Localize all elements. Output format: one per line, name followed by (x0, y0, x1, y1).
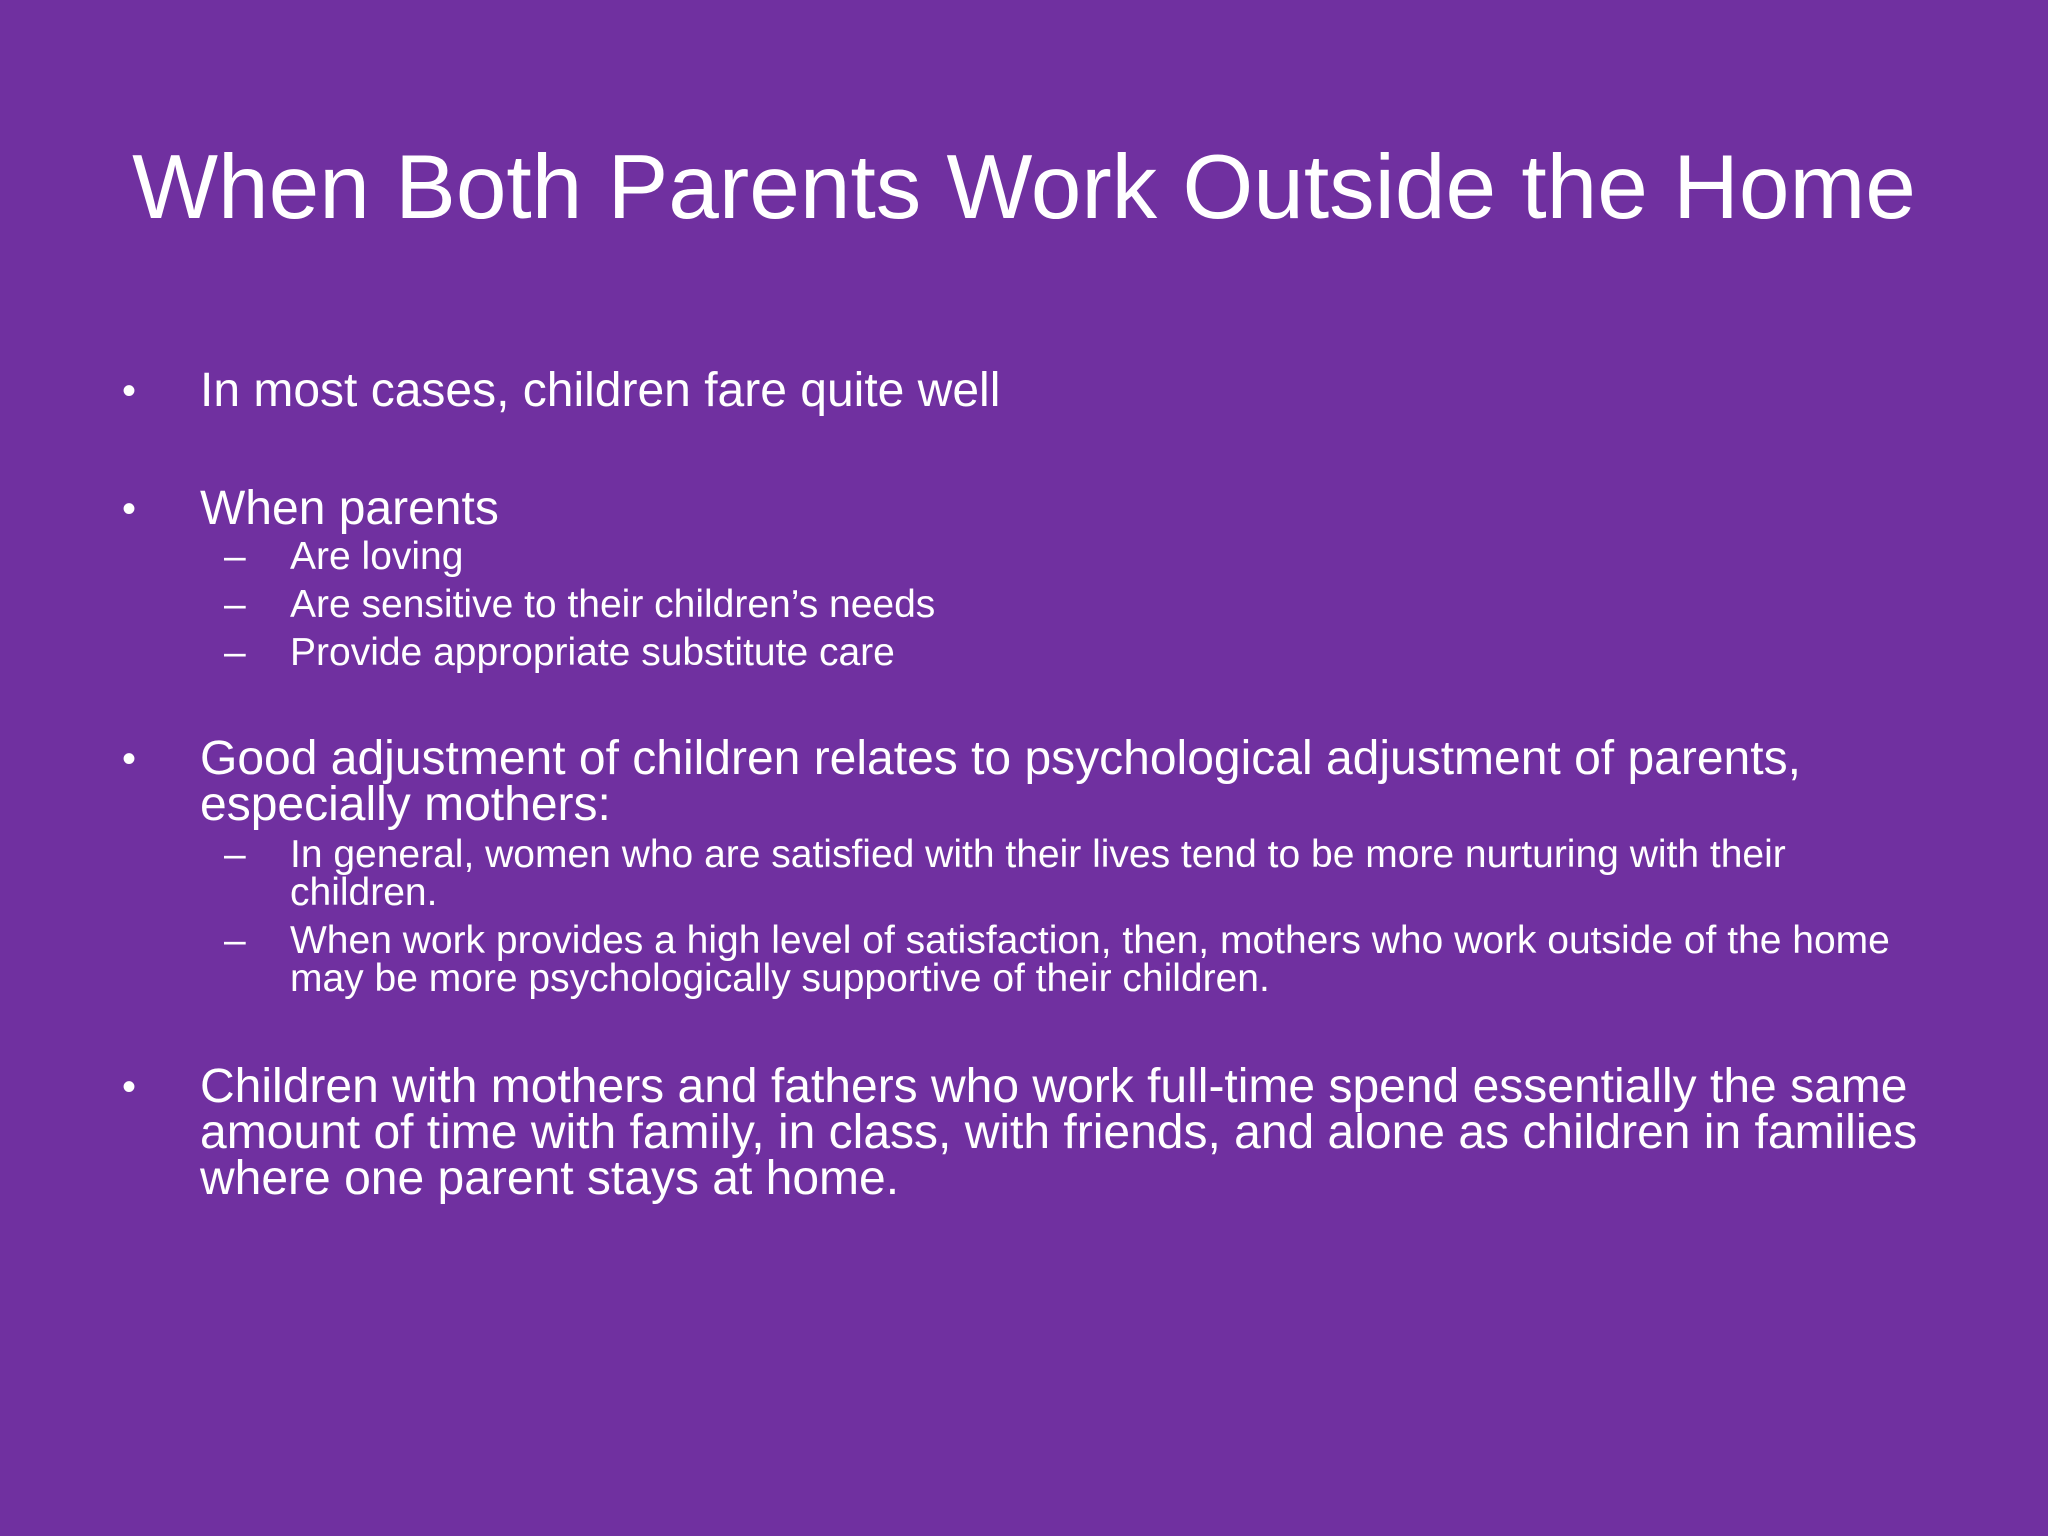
sub-bullet-item (0, 535, 2048, 578)
sub-bullet-text: Provide appropriate substitute care (290, 631, 895, 674)
sub-bullet-text: In general, women who are satisfied with their lives tend to be more nurturing with their children. (290, 833, 1786, 914)
sub-bullet-text: Are sensitive to their children’s needs (290, 583, 936, 626)
sub-bullet-marker: – (224, 535, 246, 578)
bullet-marker: • (122, 1065, 137, 1109)
bullet-marker: • (122, 369, 137, 413)
sub-bullet-marker: – (224, 833, 246, 876)
slide-title: When Both Parents Work Outside the Home (132, 137, 1916, 238)
bullet-item (0, 732, 2048, 831)
bullet-item (0, 1060, 2048, 1205)
bullet-marker: • (122, 737, 137, 781)
sub-bullet-item (0, 631, 2048, 674)
sub-bullet-marker: – (224, 631, 246, 674)
sub-bullet-item (0, 583, 2048, 626)
sub-bullet-text: When work provides a high level of satisfaction, then, mothers who work outside of the home may be more psychologically supportive of their children. (290, 919, 1890, 1000)
sub-bullet-item (0, 833, 2048, 914)
sub-bullet-marker: – (224, 583, 246, 626)
sub-bullet-item (0, 919, 2048, 1000)
bullet-text: In most cases, children fare quite well (200, 364, 1001, 417)
bullet-marker: • (122, 487, 137, 531)
bullet-text: When parents (200, 482, 499, 535)
bullet-text: Good adjustment of children relates to psychological adjustment of parents, especially mothers: (200, 732, 1801, 831)
bullet-item (0, 482, 2048, 535)
bullet-item (0, 364, 2048, 417)
sub-bullet-text: Are loving (290, 535, 464, 578)
bullet-list (0, 364, 2048, 1205)
bullet-text: Children with mothers and fathers who work full-time spend essentially the same amount of time with family, in class, with friends, and alone as children in families where one parent stays at home. (200, 1060, 1918, 1205)
sub-bullet-marker: – (224, 919, 246, 962)
